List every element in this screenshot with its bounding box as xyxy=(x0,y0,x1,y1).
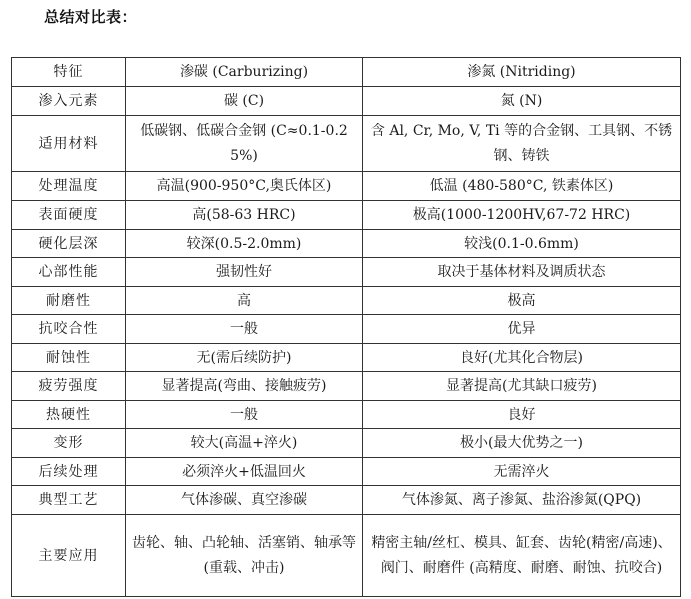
header-feature: 特征 xyxy=(12,58,126,87)
row-nitriding: 良好 xyxy=(363,401,681,429)
table-row xyxy=(12,458,681,486)
row-feature: 变形 xyxy=(12,429,126,458)
row-feature: 主要应用 xyxy=(12,515,126,597)
table-row xyxy=(12,372,681,401)
row-feature: 渗入元素 xyxy=(12,87,126,116)
row-nitriding: 较浅(0.1-0.6mm) xyxy=(363,230,681,258)
row-carburizing: 一般 xyxy=(126,401,363,429)
row-nitriding: 极高 xyxy=(363,287,681,315)
row-nitriding: 氮 (N) xyxy=(363,87,681,116)
page-title: 总结对比表： xyxy=(44,8,138,26)
row-feature: 表面硬度 xyxy=(12,201,126,230)
row-carburizing: 高温(900-950°C,奥氏体区) xyxy=(126,172,363,201)
row-carburizing: 较大(高温+淬火) xyxy=(126,429,363,458)
row-carburizing: 强韧性好 xyxy=(126,258,363,287)
table-row xyxy=(12,401,681,429)
row-nitriding: 优异 xyxy=(363,315,681,344)
table-row xyxy=(12,315,681,344)
row-feature: 处理温度 xyxy=(12,172,126,201)
table-row xyxy=(12,87,681,116)
row-carburizing: 显著提高(弯曲、接触疲劳) xyxy=(126,372,363,401)
row-nitriding: 显著提高(尤其缺口疲劳) xyxy=(363,372,681,401)
table-row xyxy=(12,486,681,515)
row-carburizing: 必须淬火+低温回火 xyxy=(126,458,363,486)
row-nitriding: 精密主轴/丝杠、模具、缸套、齿轮(精密/高速)、阀门、耐磨件 (高精度、耐磨、耐蚀、抗咬合) xyxy=(363,515,681,597)
table-row xyxy=(12,287,681,315)
header-carburizing: 渗碳 (Carburizing) xyxy=(126,58,363,87)
row-carburizing: 高 xyxy=(126,287,363,315)
table-row xyxy=(12,258,681,287)
row-nitriding: 含 Al, Cr, Mo, V, Ti 等的合金钢、工具钢、不锈钢、铸铁 xyxy=(363,116,681,172)
comparison-table xyxy=(11,57,681,597)
row-feature: 热硬性 xyxy=(12,401,126,429)
row-carburizing: 低碳钢、低碳合金钢 (C≈0.1-0.25%) xyxy=(126,116,363,172)
row-feature: 抗咬合性 xyxy=(12,315,126,344)
row-feature: 心部性能 xyxy=(12,258,126,287)
table-row xyxy=(12,429,681,458)
row-feature: 疲劳强度 xyxy=(12,372,126,401)
row-nitriding: 取决于基体材料及调质状态 xyxy=(363,258,681,287)
row-feature: 适用材料 xyxy=(12,116,126,172)
row-carburizing: 气体渗碳、真空渗碳 xyxy=(126,486,363,515)
row-carburizing: 碳 (C) xyxy=(126,87,363,116)
row-nitriding: 无需淬火 xyxy=(363,458,681,486)
row-carburizing: 较深(0.5-2.0mm) xyxy=(126,230,363,258)
row-carburizing: 高(58-63 HRC) xyxy=(126,201,363,230)
row-nitriding: 极小(最大优势之一) xyxy=(363,429,681,458)
table-row xyxy=(12,116,681,172)
table-row xyxy=(12,515,681,597)
row-feature: 耐蚀性 xyxy=(12,344,126,372)
table-row xyxy=(12,201,681,230)
table-row xyxy=(12,344,681,372)
header-nitriding: 渗氮 (Nitriding) xyxy=(363,58,681,87)
row-nitriding: 极高(1000-1200HV,67-72 HRC) xyxy=(363,201,681,230)
table-row xyxy=(12,230,681,258)
row-feature: 硬化层深 xyxy=(12,230,126,258)
row-feature: 耐磨性 xyxy=(12,287,126,315)
row-nitriding: 良好(尤其化合物层) xyxy=(363,344,681,372)
row-carburizing: 齿轮、轴、凸轮轴、活塞销、轴承等 (重载、冲击) xyxy=(126,515,363,597)
table-header-row xyxy=(12,58,681,87)
row-carburizing: 无(需后续防护) xyxy=(126,344,363,372)
row-feature: 典型工艺 xyxy=(12,486,126,515)
table-row xyxy=(12,172,681,201)
row-carburizing: 一般 xyxy=(126,315,363,344)
row-nitriding: 气体渗氮、离子渗氮、盐浴渗氮(QPQ) xyxy=(363,486,681,515)
row-nitriding: 低温 (480-580°C, 铁素体区) xyxy=(363,172,681,201)
row-feature: 后续处理 xyxy=(12,458,126,486)
